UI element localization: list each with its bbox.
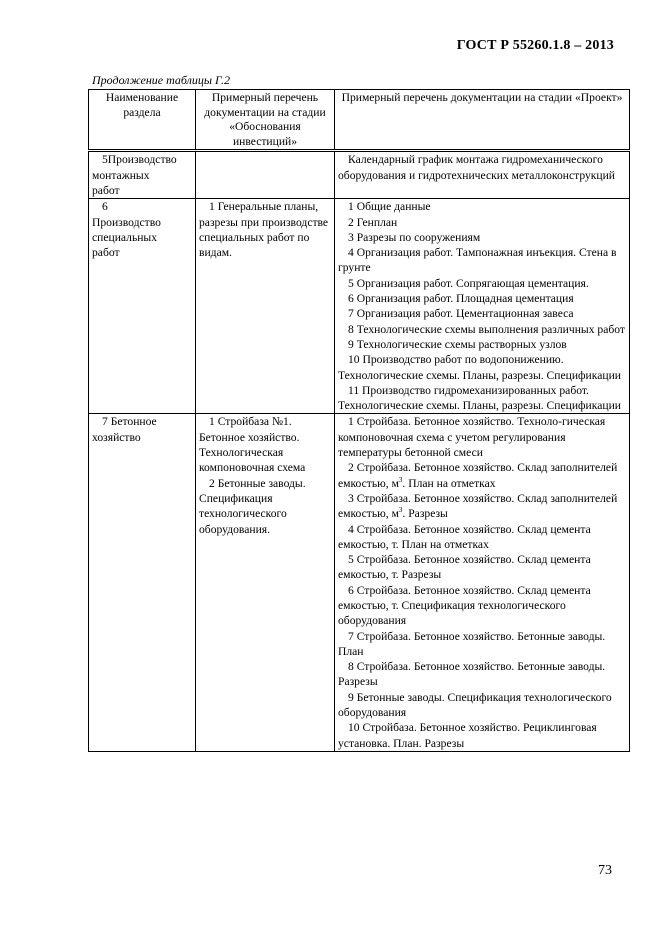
section-line: 7 Бетонное <box>102 415 157 429</box>
project-cell <box>335 414 630 752</box>
project-item: 4 Организация работ. Тампонажная инъекция. Стена в грунте <box>338 246 617 275</box>
project-item: 6 Организация работ. Площадная цементация <box>348 292 574 306</box>
project-cell <box>335 199 630 414</box>
project-item: 4 Стройбаза. Бетонное хозяйство. Склад цемента емкостью, т. План на отметках <box>338 522 591 551</box>
investment-item: 1 Стройбаза №1. Бетонное хозяйство. Технологическая компоновочная схема <box>199 415 306 475</box>
document-header: ГОСТ Р 55260.1.8 – 2013 <box>456 38 614 53</box>
section-cell <box>89 199 196 414</box>
project-item: 3 Разрезы по сооружениям <box>348 230 481 244</box>
project-item: 2 Генплан <box>348 215 398 229</box>
project-item: 9 Бетонные заводы. Спецификация технологического оборудования <box>338 690 612 720</box>
investment-item: 2 Бетонные заводы. Спецификация технологического оборудования. <box>199 476 306 536</box>
project-item: 1 Общие данные <box>348 200 431 214</box>
column-header-project-stage: Примерный перечень документации на стадии «Проект» <box>335 90 630 151</box>
project-item: 2 Стройбаза. Бетонное хозяйство. Склад заполнителей емкостью, $м^3$. План на отметках <box>338 461 618 490</box>
investment-cell <box>196 199 335 414</box>
section-line: работ <box>92 183 120 197</box>
project-item: 11 Производство гидромеханизированных работ. Технологические схемы. Планы, разрезы. Спецификации <box>338 383 621 413</box>
project-cell <box>335 151 630 199</box>
project-item: 8 Технологические схемы выполнения различных работ <box>348 322 625 336</box>
project-item: 7 Стройбаза. Бетонное хозяйство. Бетонные заводы. План <box>338 629 606 658</box>
table-row <box>89 199 630 414</box>
project-item: 3 Стройбаза. Бетонное хозяйство. Склад заполнителей емкостью, $м^3$. Разрезы <box>338 491 618 521</box>
section-cell <box>89 151 196 199</box>
project-item: 7 Организация работ. Цементационная завеса <box>348 307 574 321</box>
investment-cell <box>196 151 335 199</box>
project-item: 9 Технологические схемы растворных узлов <box>348 337 567 351</box>
section-line: специальных <box>92 230 158 244</box>
table-row <box>89 151 630 199</box>
table-header-row <box>89 90 630 151</box>
project-item: 6 Стройбаза. Бетонное хозяйство. Склад цемента емкостью, т. Спецификация технологического оборудования <box>338 583 591 628</box>
section-line: хозяйство <box>92 430 141 444</box>
section-cell <box>89 414 196 752</box>
project-item: 8 Стройбаза. Бетонное хозяйство. Бетонные заводы. Разрезы <box>338 660 606 689</box>
project-item: 5 Стройбаза. Бетонное хозяйство. Склад цемента емкостью, т. Разрезы <box>338 553 591 582</box>
investment-cell <box>196 414 335 752</box>
column-header-section: Наименование раздела <box>89 90 196 151</box>
section-line: работ <box>92 246 120 260</box>
table-row <box>89 414 630 752</box>
project-item: Календарный график монтажа гидромеханического оборудования и гидротехнических металлоконструкций <box>338 153 616 182</box>
project-item: 10 Стройбаза. Бетонное хозяйство. Рециклинговая установка. План. Разрезы <box>338 721 597 750</box>
page-number: 73 <box>598 863 612 878</box>
project-item: 1 Стройбаза. Бетонное хозяйство. Техноло-гическая компоновочная схема с учетом регулирования температуры бетонной смеси <box>338 415 606 460</box>
column-header-investment-stage: Примерный перечень документации на стадии «Обоснования инвестиций» <box>196 90 335 151</box>
section-line: Производство <box>92 215 161 229</box>
project-item: 10 Производство работ по водопонижению. Технологические схемы. Планы, разрезы. Спецификации <box>338 353 621 382</box>
table-caption: Продолжение таблицы Г.2 <box>92 73 230 87</box>
section-line: 6 <box>102 200 108 214</box>
section-line: монтажных <box>92 168 150 182</box>
project-item: 5 Организация работ. Сопрягающая цементация. <box>348 276 589 290</box>
documentation-table <box>88 89 630 752</box>
investment-item: 1 Генеральные планы, разрезы при производстве специальных работ по видам. <box>199 200 329 260</box>
section-line: 5Производство <box>102 153 177 167</box>
